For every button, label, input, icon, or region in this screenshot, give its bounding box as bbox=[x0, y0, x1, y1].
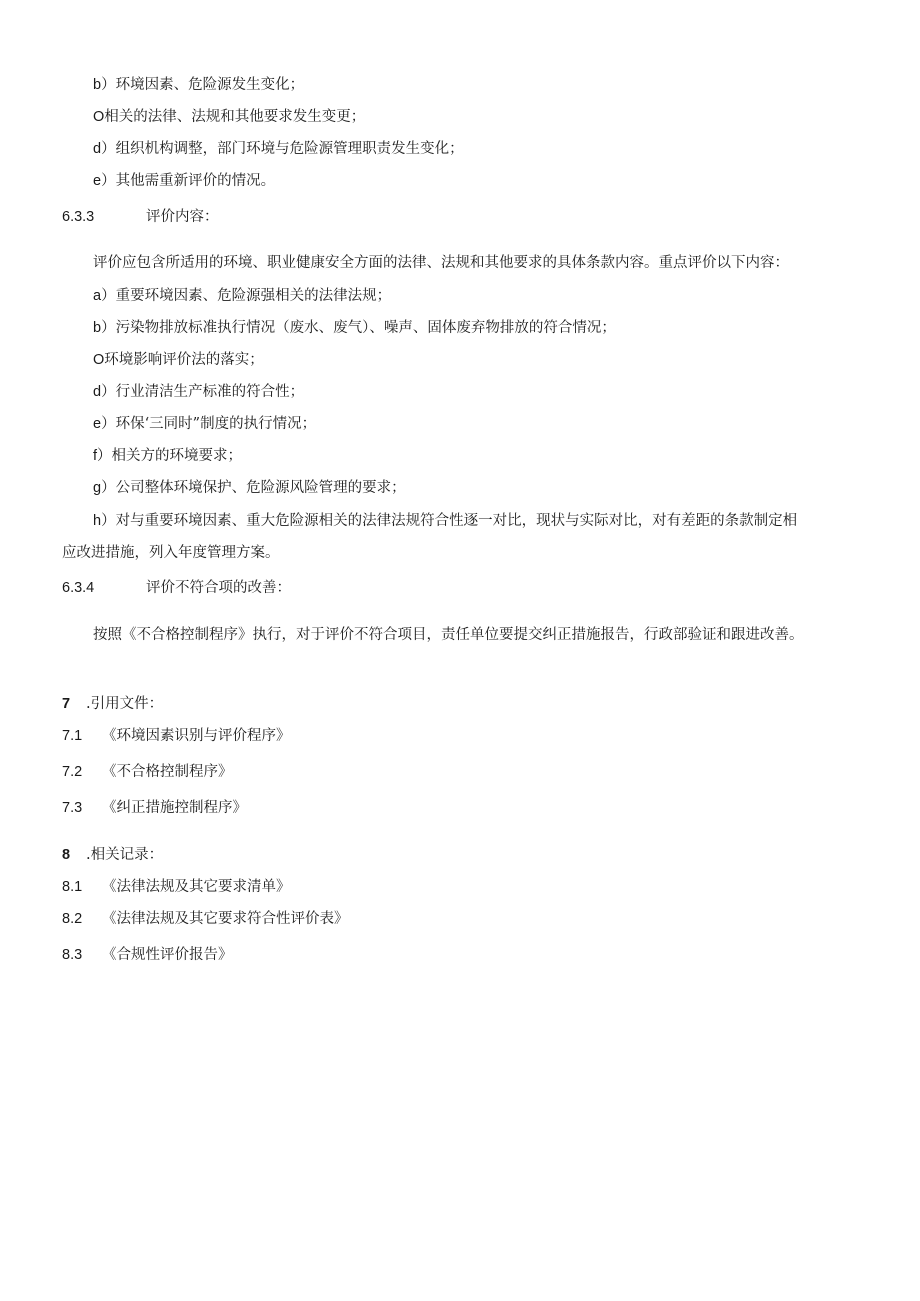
list-item: e）其他需重新评价的情况。 bbox=[93, 173, 276, 189]
section-heading-7: 7 .引用文件： bbox=[62, 696, 164, 712]
list-item: b）环境因素、危险源发生变化； bbox=[93, 77, 305, 93]
list-item: O环境影响评价法的落实； bbox=[93, 352, 264, 368]
reference-item: 7.1 《环境因素识别与评价程序》 bbox=[62, 728, 291, 744]
record-item: 8.2 《法律法规及其它要求符合性评价表》 bbox=[62, 911, 349, 927]
body-paragraph: 按照《不合格控制程序》执行，对于评价不符合项目，责任单位要提交纠正措施报告，行政部验证和跟进改善。 bbox=[93, 627, 804, 643]
list-item-continuation: 应改进措施，列入年度管理方案。 bbox=[62, 545, 280, 561]
list-item: f）相关方的环境要求； bbox=[93, 448, 243, 464]
list-item: g）公司整体环境保护、危险源风险管理的要求； bbox=[93, 480, 406, 496]
section-heading-8: 8 .相关记录： bbox=[62, 847, 164, 863]
list-item: h）对与重要环境因素、重大危险源相关的法律法规符合性逐一对比，现状与实际对比，对有差距的条款制定相 bbox=[93, 513, 798, 529]
reference-item: 7.3 《纠正措施控制程序》 bbox=[62, 800, 247, 816]
intro-paragraph: 评价应包含所适用的环境、职业健康安全方面的法律、法规和其他要求的具体条款内容。重点评价以下内容： bbox=[93, 255, 789, 271]
list-item: O相关的法律、法规和其他要求发生变更； bbox=[93, 109, 366, 125]
list-item: b）污染物排放标准执行情况（废水、废气）、噪声、固体废弃物排放的符合情况； bbox=[93, 320, 616, 336]
record-item: 8.1 《法律法规及其它要求清单》 bbox=[62, 879, 291, 895]
list-item: d）行业清洁生产标准的符合性； bbox=[93, 384, 305, 400]
list-item: d）组织机构调整，部门环境与危险源管理职责发生变化； bbox=[93, 141, 464, 157]
record-item: 8.3 《合规性评价报告》 bbox=[62, 947, 233, 963]
list-item: a）重要环境因素、危险源强相关的法律法规； bbox=[93, 288, 392, 304]
section-heading-6-3-3: 6.3.3 评价内容： bbox=[62, 209, 219, 225]
section-heading-6-3-4: 6.3.4 评价不符合项的改善： bbox=[62, 580, 291, 596]
reference-item: 7.2 《不合格控制程序》 bbox=[62, 764, 233, 780]
list-item: e）环保‘三同时”制度的执行情况； bbox=[93, 416, 317, 432]
